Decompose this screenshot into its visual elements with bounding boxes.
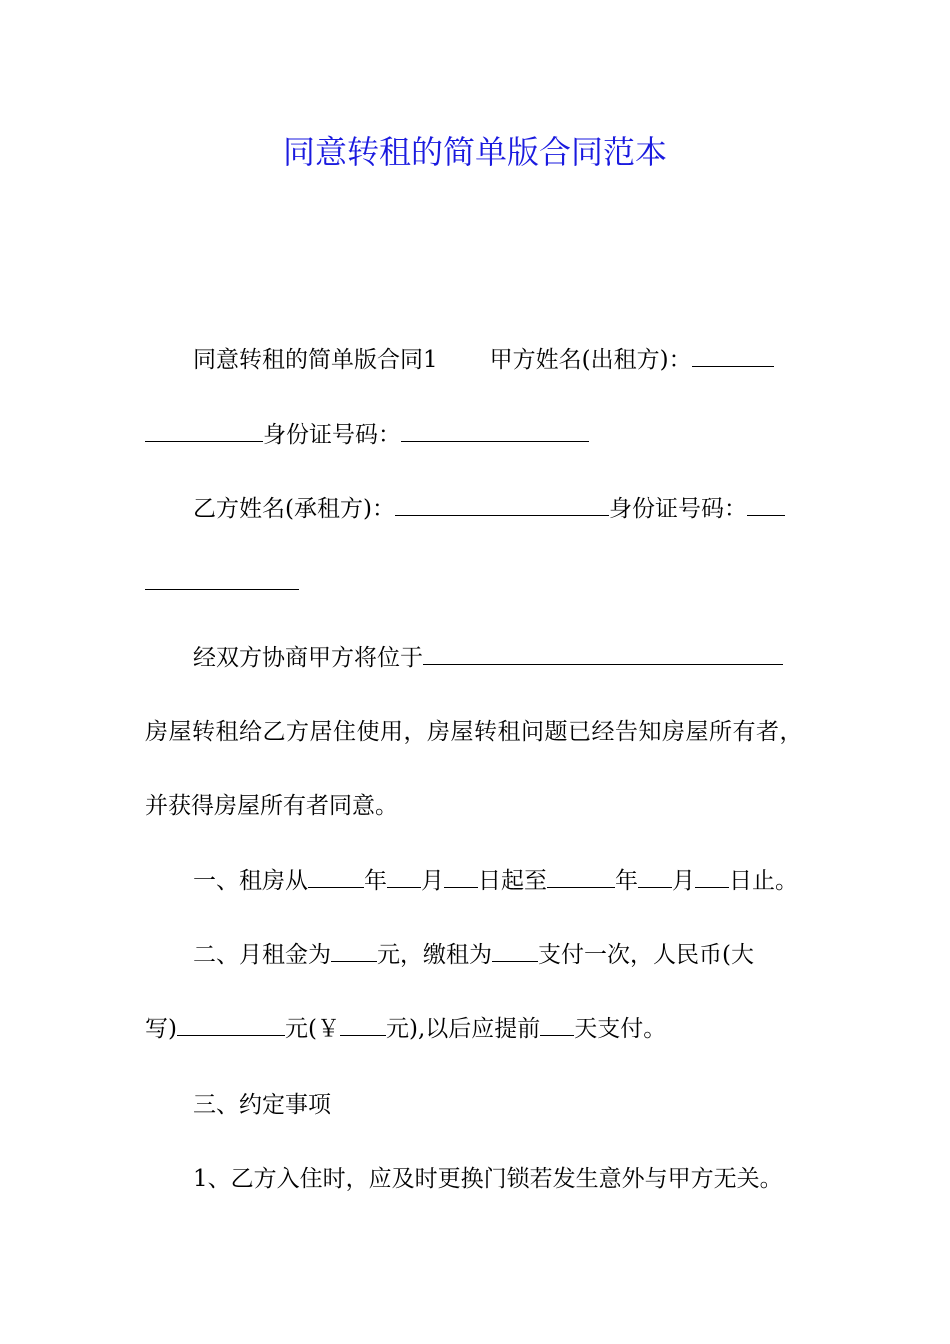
owner-consent-line: 并获得房屋所有者同意。 (145, 793, 398, 819)
amount-words-blank (177, 1015, 285, 1036)
start-month-blank (387, 867, 421, 888)
party-b-line (193, 489, 825, 529)
clause-1-text: 月 (672, 868, 695, 894)
clause-2-text: 天支付。 (574, 1016, 667, 1042)
party-b-id-label: 身份证号码： (608, 496, 747, 522)
party-a-id-line (145, 415, 825, 455)
clause-2-text: 元),以后应提前 (385, 1016, 541, 1042)
party-b-id-blank (747, 495, 785, 516)
clause-1-text: 年 (615, 868, 638, 894)
clause-3-heading: 三、约定事项 (193, 1092, 331, 1118)
clause-1-text: 月 (421, 868, 444, 894)
clause-2-text: 写) (145, 1016, 177, 1042)
clause-2-text: 二、月租金为 (193, 942, 331, 968)
party-a-name-blank-cont (145, 421, 263, 442)
advance-days-blank (540, 1015, 574, 1036)
clause-1-text: 日止。 (729, 868, 798, 894)
clause-2-rent-cont (145, 1009, 825, 1049)
payment-period-blank (492, 941, 538, 962)
party-b-name-label: 乙方姓名(承租方)： (193, 496, 395, 522)
end-day-blank (695, 867, 729, 888)
clause-3-item-1: 1、乙方入住时，应及时更换门锁若发生意外与甲方无关。 (193, 1166, 783, 1192)
party-a-name-label: 甲方姓名(出租方)： (489, 347, 692, 373)
document-title: 同意转租的简单版合同范本 (282, 133, 667, 171)
property-location-label: 经双方协商甲方将位于 (193, 645, 423, 671)
party-b-id-blank-cont (145, 569, 299, 590)
start-day-blank (444, 867, 478, 888)
end-month-blank (638, 867, 672, 888)
clause-2-text: 元，缴租为 (377, 942, 492, 968)
party-b-name-blank (395, 495, 609, 516)
clause-1-term (193, 861, 825, 901)
party-b-id-line (145, 563, 825, 603)
property-location-blank (423, 644, 783, 665)
party-a-name-blank (692, 346, 774, 367)
monthly-rent-blank (331, 941, 377, 962)
clause-2-text: 元(￥ (284, 1016, 340, 1042)
start-year-blank (308, 867, 364, 888)
sublet-notice-line: 房屋转租给乙方居住使用，房屋转租问题已经告知房屋所有者， (145, 719, 803, 745)
party-a-id-label: 身份证号码： (263, 422, 401, 448)
property-location-line (193, 638, 825, 678)
amount-number-blank (340, 1015, 386, 1036)
end-year-blank (547, 867, 615, 888)
clause-1-text: 年 (364, 868, 387, 894)
party-a-line (193, 340, 825, 380)
contract-number-label: 同意转租的简单版合同1 (193, 347, 438, 373)
party-a-id-blank (401, 421, 589, 442)
clause-1-text: 日起至 (478, 868, 547, 894)
clause-2-text: 支付一次，人民币(大 (538, 942, 754, 968)
clause-2-rent (193, 935, 825, 975)
clause-1-text: 一、租房从 (193, 868, 308, 894)
